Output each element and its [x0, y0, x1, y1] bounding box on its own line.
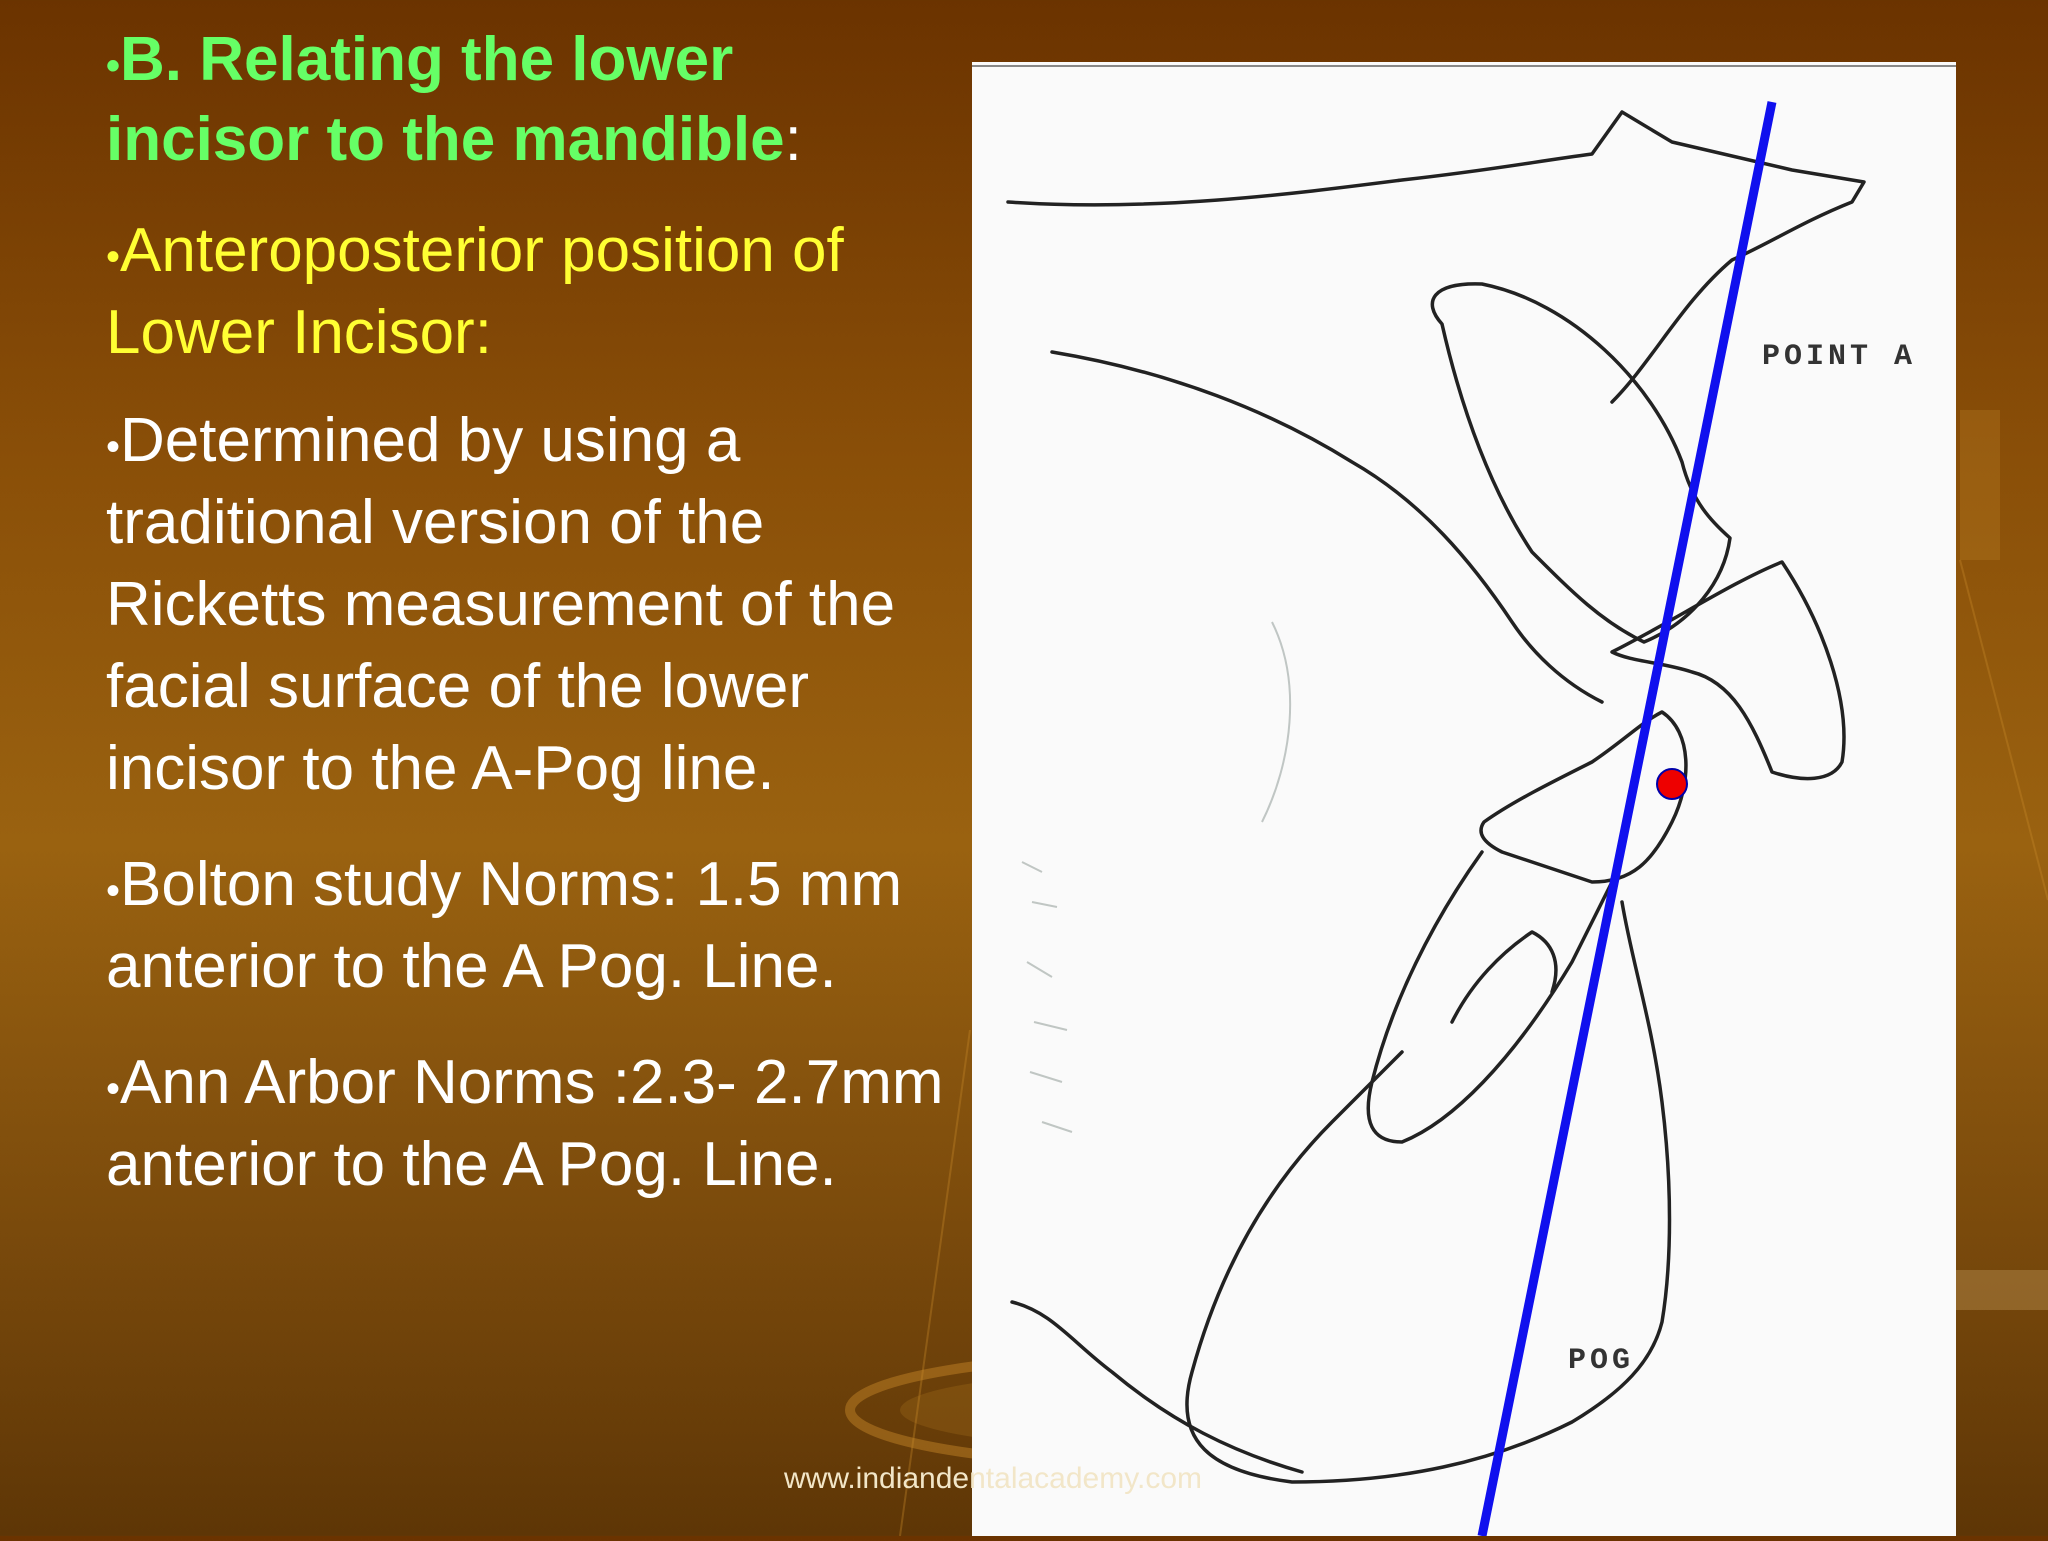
- bullet-glyph: •: [106, 235, 121, 279]
- heading-colon: :: [784, 105, 802, 174]
- bullet-glyph: •: [106, 44, 121, 88]
- a-pog-line: [1482, 102, 1772, 1536]
- label-point-a: POINT A: [1762, 340, 1917, 374]
- heading-bullet: [106, 20, 966, 180]
- body-bullet-ann-arbor: [106, 1042, 966, 1206]
- tracing-drawing: [972, 62, 1956, 1536]
- heading-line-2: incisor to the mandible: [106, 105, 785, 174]
- bullet-glyph: •: [106, 869, 121, 913]
- heading-line-1: B. Relating the lower: [120, 25, 734, 94]
- incisor-facial-point: [1657, 769, 1687, 799]
- slide-text: [106, 20, 966, 1240]
- bullet-glyph: •: [106, 1067, 121, 1111]
- body-bullet-bolton: [106, 844, 966, 1008]
- body-text-ann-arbor: Ann Arbor Norms :2.3- 2.7mm anterior to the A Pog. Line.: [106, 1048, 944, 1199]
- label-pog: POG: [1568, 1344, 1635, 1378]
- body-text-bolton: Bolton study Norms: 1.5 mm anterior to the A Pog. Line.: [106, 850, 903, 1001]
- tracing-outlines: [972, 66, 1956, 1482]
- body-text-ricketts: Determined by using a traditional version of the Ricketts measurement of the facial surface of the lower incisor to the A-Pog line.: [106, 406, 896, 803]
- tracing-noise: [1022, 622, 1290, 1132]
- subheading-bullet: [106, 210, 966, 374]
- body-bullet-ricketts: [106, 400, 966, 810]
- bullet-glyph: •: [106, 425, 121, 469]
- subheading-text: Anteroposterior position of Lower Incisor:: [106, 216, 844, 367]
- cephalometric-tracing-figure: [972, 62, 1956, 1536]
- footer-watermark: www.indiandentalacademy.com: [784, 1462, 1202, 1495]
